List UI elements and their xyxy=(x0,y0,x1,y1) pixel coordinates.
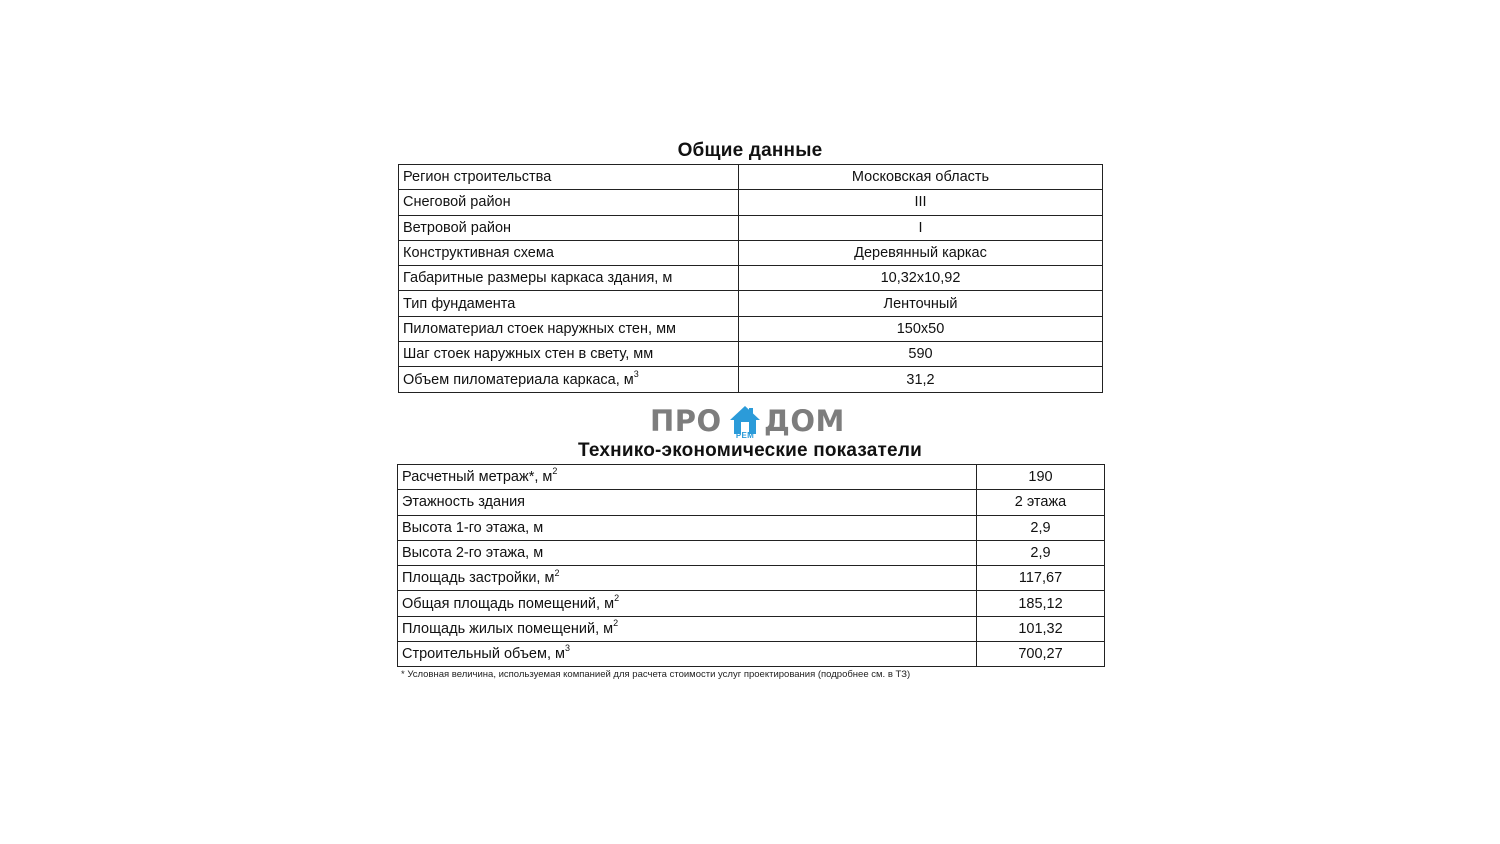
logo-word-right: ДОМ xyxy=(764,404,845,438)
table-row xyxy=(399,291,1103,316)
general-data-title: Общие данные xyxy=(677,140,823,161)
row-label: Расчетный метраж*, $м^2$ xyxy=(398,465,977,490)
row-value: 117,67 xyxy=(977,566,1105,591)
table-row xyxy=(398,591,1105,616)
general-data-table xyxy=(398,164,1103,393)
table-row xyxy=(399,165,1103,190)
row-label: Конструктивная схема xyxy=(399,240,739,265)
row-label: Ветровой район xyxy=(399,215,739,240)
row-label: Общая площадь помещений, $м^2$ xyxy=(398,591,977,616)
logo-subtext: РЕМ xyxy=(735,431,755,440)
table-row xyxy=(399,342,1103,367)
table-row xyxy=(398,515,1105,540)
row-value: 2,9 xyxy=(977,515,1105,540)
prodom-logo xyxy=(650,403,850,443)
row-value: Деревянный каркас xyxy=(739,240,1103,265)
row-value: 590 xyxy=(739,342,1103,367)
row-label: Высота 2-го этажа, м xyxy=(398,540,977,565)
table-row xyxy=(398,566,1105,591)
table-row xyxy=(398,465,1105,490)
logo-word-left: ПРО xyxy=(650,404,722,438)
table-row xyxy=(399,367,1103,392)
row-label: Высота 1-го этажа, м xyxy=(398,515,977,540)
row-label: Регион строительства xyxy=(399,165,739,190)
table-row xyxy=(399,266,1103,291)
footnote: * Условная величина, используемая компанией для расчета стоимости услуг проектирования (подробнее см. в ТЗ) xyxy=(401,669,911,680)
tep-title: Технико-экономические показатели xyxy=(578,440,922,461)
row-value: 31,2 xyxy=(739,367,1103,392)
table-row xyxy=(399,215,1103,240)
table-row xyxy=(399,240,1103,265)
table-row xyxy=(398,642,1105,667)
row-value: 190 xyxy=(977,465,1105,490)
row-value: 700,27 xyxy=(977,642,1105,667)
row-value: I xyxy=(739,215,1103,240)
row-label: Площадь застройки, $м^2$ xyxy=(398,566,977,591)
row-label: Пиломатериал стоек наружных стен, мм xyxy=(399,316,739,341)
row-value: Московская область xyxy=(739,165,1103,190)
row-label: Объем пиломатериала каркаса, $м^3$ xyxy=(399,367,739,392)
row-label: Этажность здания xyxy=(398,490,977,515)
table-row xyxy=(399,316,1103,341)
row-value: 2,9 xyxy=(977,540,1105,565)
table-row xyxy=(398,616,1105,641)
row-value: Ленточный xyxy=(739,291,1103,316)
row-label: Тип фундамента xyxy=(399,291,739,316)
row-value: 10,32х10,92 xyxy=(739,266,1103,291)
row-value: III xyxy=(739,190,1103,215)
table-row xyxy=(398,540,1105,565)
table-row xyxy=(399,190,1103,215)
row-value: 185,12 xyxy=(977,591,1105,616)
row-value: 2 этажа xyxy=(977,490,1105,515)
row-value: 101,32 xyxy=(977,616,1105,641)
row-value: 150х50 xyxy=(739,316,1103,341)
row-label: Площадь жилых помещений, $м^2$ xyxy=(398,616,977,641)
row-label: Шаг стоек наружных стен в свету, мм xyxy=(399,342,739,367)
row-label: Габаритные размеры каркаса здания, м xyxy=(399,266,739,291)
row-label: Снеговой район xyxy=(399,190,739,215)
row-label: Строительный объем, $м^3$ xyxy=(398,642,977,667)
table-row xyxy=(398,490,1105,515)
tep-table xyxy=(397,464,1105,667)
